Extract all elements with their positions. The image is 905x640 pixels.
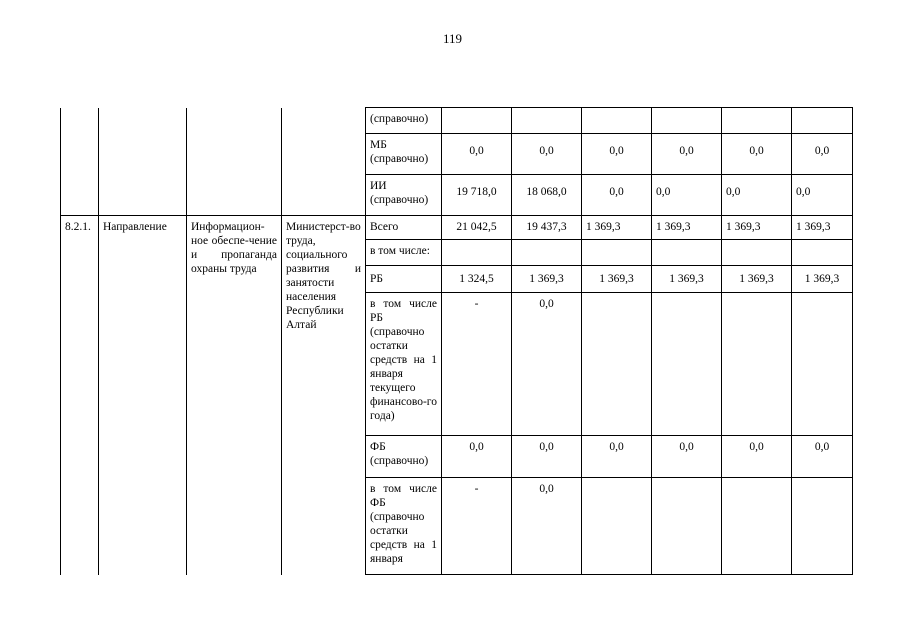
value-cell: 19 718,0 [442, 175, 512, 216]
source-cell: РБ [366, 266, 442, 293]
value-cell [722, 293, 792, 436]
value-cell: 21 042,5 [442, 216, 512, 240]
source-cell: Всего [366, 216, 442, 240]
value-cell: 0,0 [512, 436, 582, 478]
value-cell: 18 068,0 [512, 175, 582, 216]
value-cell: 0,0 [442, 134, 512, 175]
value-cell [722, 240, 792, 266]
value-cell [582, 240, 652, 266]
value-cell: - [442, 478, 512, 575]
source-cell: в том числе ФБ (справочно остатки средств на 1 января [366, 478, 442, 575]
item-executor: Министерст-во труда, социального развития и занятости населения Республики Алтай [282, 216, 366, 575]
value-cell: 19 437,3 [512, 216, 582, 240]
value-cell: 1 369,3 [652, 216, 722, 240]
value-cell [792, 240, 853, 266]
value-cell: 1 369,3 [582, 266, 652, 293]
value-cell: 0,0 [442, 436, 512, 478]
value-cell: 0,0 [652, 436, 722, 478]
source-cell: ИИ (справочно) [366, 175, 442, 216]
value-cell: 0,0 [792, 436, 853, 478]
value-cell [792, 478, 853, 575]
value-cell: - [442, 293, 512, 436]
value-cell: 0,0 [512, 293, 582, 436]
source-cell: МБ (справочно) [366, 134, 442, 175]
value-cell: 0,0 [582, 436, 652, 478]
table-row [61, 108, 853, 134]
code-cell-prev [61, 108, 99, 216]
value-cell: 1 324,5 [442, 266, 512, 293]
value-cell [652, 240, 722, 266]
value-cell [442, 108, 512, 134]
value-cell [582, 478, 652, 575]
value-cell: 0,0 [512, 478, 582, 575]
value-cell [582, 108, 652, 134]
value-cell [652, 478, 722, 575]
table-row [61, 216, 853, 240]
source-cell: ФБ (справочно) [366, 436, 442, 478]
value-cell: 0,0 [722, 175, 792, 216]
value-cell: 0,0 [512, 134, 582, 175]
value-cell: 1 369,3 [652, 266, 722, 293]
page-number: 119 [442, 31, 463, 46]
item-name: Информацион-ное обеспе-чение и пропаганда охраны труда [187, 216, 282, 575]
value-cell: 1 369,3 [512, 266, 582, 293]
value-cell: 0,0 [652, 175, 722, 216]
value-cell: 1 369,3 [722, 266, 792, 293]
value-cell: 0,0 [722, 134, 792, 175]
value-cell: 0,0 [582, 134, 652, 175]
value-cell: 0,0 [792, 134, 853, 175]
item-type: Направление [99, 216, 187, 575]
value-cell: 0,0 [652, 134, 722, 175]
value-cell [512, 108, 582, 134]
value-cell [722, 478, 792, 575]
budget-table [60, 107, 853, 575]
value-cell: 1 369,3 [722, 216, 792, 240]
source-cell: в том числе: [366, 240, 442, 266]
source-cell: в том числе РБ (справочно остатки средств на 1 января текущего финансово-го года) [366, 293, 442, 436]
name-cell-prev [187, 108, 282, 216]
type-cell-prev [99, 108, 187, 216]
value-cell: 0,0 [582, 175, 652, 216]
value-cell: 1 369,3 [582, 216, 652, 240]
value-cell [652, 293, 722, 436]
source-cell: (справочно) [366, 108, 442, 134]
value-cell [722, 108, 792, 134]
value-cell [652, 108, 722, 134]
executor-cell-prev [282, 108, 366, 216]
value-cell: 0,0 [792, 175, 853, 216]
value-cell [792, 293, 853, 436]
value-cell [512, 240, 582, 266]
value-cell: 0,0 [722, 436, 792, 478]
value-cell [442, 240, 512, 266]
value-cell [582, 293, 652, 436]
value-cell: 1 369,3 [792, 266, 853, 293]
value-cell [792, 108, 853, 134]
item-code: 8.2.1. [61, 216, 99, 575]
value-cell: 1 369,3 [792, 216, 853, 240]
